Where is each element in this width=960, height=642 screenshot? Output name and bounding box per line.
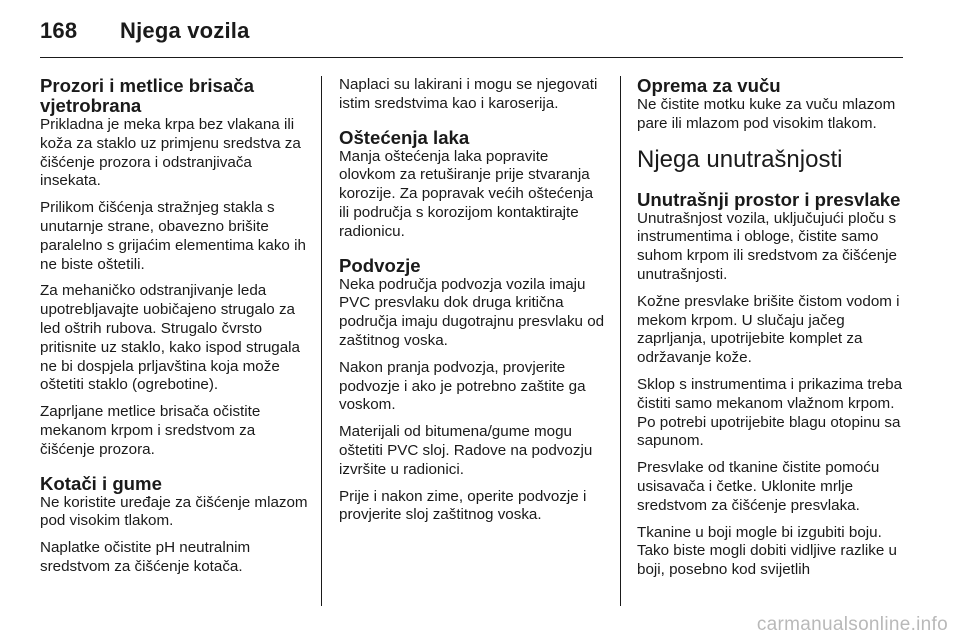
heading-underbody: Podvozje: [339, 254, 421, 276]
heading-interior-upholstery: Unutrašnji prostor i presvlake: [637, 188, 901, 210]
paragraph: Tkanine u boji mogle bi izgubiti boju. Tako biste mogli dobiti vidljive razlike u boji, posebno kod svijetlih: [637, 523, 897, 579]
paragraph: Nakon pranja podvozja, provjerite podvozje i ako je potrebno zaštite ga voskom.: [339, 358, 586, 414]
column-3: [637, 76, 907, 588]
paragraph: Zaprljane metlice brisača očistite mekanom krpom i sredstvom za čišćenje prozora.: [40, 403, 261, 458]
heading-windows-wipers: Prozori i metlice brisača vjetrobrana: [40, 75, 254, 116]
page-header: [40, 18, 250, 44]
heading-interior-care: Njega unutrašnjosti: [637, 145, 843, 173]
column-divider-1: [321, 76, 322, 606]
heading-paint-damage: Oštećenja laka: [339, 126, 470, 148]
header-rule: [40, 57, 903, 58]
column-2: [339, 76, 607, 533]
paragraph: Prilikom čišćenja stražnjeg stakla s unutarnje strane, obavezno brišite paralelno s grijaćim elementima kako ih ne biste oštetili.: [40, 199, 306, 273]
heading-towing-equipment: Oprema za vuču: [637, 75, 781, 96]
paragraph: Manja oštećenja laka popravite olovkom za retuširanje prije stvaranja korozije. Za popravak većih oštećenja ili područja s korozijom kontaktirajte radionicu.: [339, 147, 594, 240]
column-divider-2: [620, 76, 621, 606]
paragraph: Unutrašnjost vozila, uključujući ploču s instrumentima i obloge, čistite samo suhom krpom ili sredstvom za čišćenje unutrašnjosti.: [637, 209, 897, 283]
paragraph: Presvlake od tkanine čistite pomoću usisavača i četke. Uklonite mrlje sredstvom za čišćenje presvlaka.: [637, 459, 880, 514]
paragraph: Prikladna je meka krpa bez vlakana ili koža za staklo uz primjenu sredstva za čišćenje prozora i odstranjivača insekata.: [40, 116, 301, 190]
paragraph: Naplaci su lakirani i mogu se njegovati istim sredstvima kao i karoserija.: [339, 76, 598, 112]
paragraph: Prije i nakon zime, operite podvozje i provjerite sloj zaštitnog voska.: [339, 487, 587, 524]
paragraph: Naplatke očistite pH neutralnim sredstvom za čišćenje kotača.: [40, 539, 251, 575]
paragraph: Kožne presvlake brišite čistom vodom i mekom krpom. U slučaju jačeg zaprljanja, upotrijebite komplet za održavanje kože.: [637, 292, 900, 367]
paragraph: Sklop s instrumentima i prikazima treba čistiti samo mekanom vlažnom krpom. Po potrebi upotrijebite blagu otopinu sa sapunom.: [637, 375, 903, 450]
column-1: [40, 76, 308, 585]
heading-wheels-tyres: Kotači i gume: [40, 472, 162, 494]
paragraph: Materijali od bitumena/gume mogu oštetiti PVC sloj. Radove na podvozju izvršite u radionici.: [339, 423, 593, 478]
paragraph: Ne koristite uređaje za čišćenje mlazom pod visokim tlakom.: [40, 493, 308, 530]
page-number: 168: [40, 18, 78, 43]
paragraph: Neka područja podvozja vozila imaju PVC presvlaku dok druga kritična područja imaju dugotrajnu presvlaku od zaštitnog voska.: [339, 275, 605, 349]
paragraph: Ne čistite motku kuke za vuču mlazom pare ili mlazom pod visokim tlakom.: [637, 96, 896, 132]
paragraph: Za mehaničko odstranjivanje leda upotrebljavajte uobičajeno strugalo za led oštrih rubova. Strugalo čvrsto pritisnite uz staklo, kako ispod strugala ne bi dospjela prljavština koja može oštetiti staklo (ogrebotine).: [40, 282, 301, 394]
watermark: carmanualsonline.info: [756, 614, 948, 635]
page-title: Njega vozila: [120, 18, 250, 43]
